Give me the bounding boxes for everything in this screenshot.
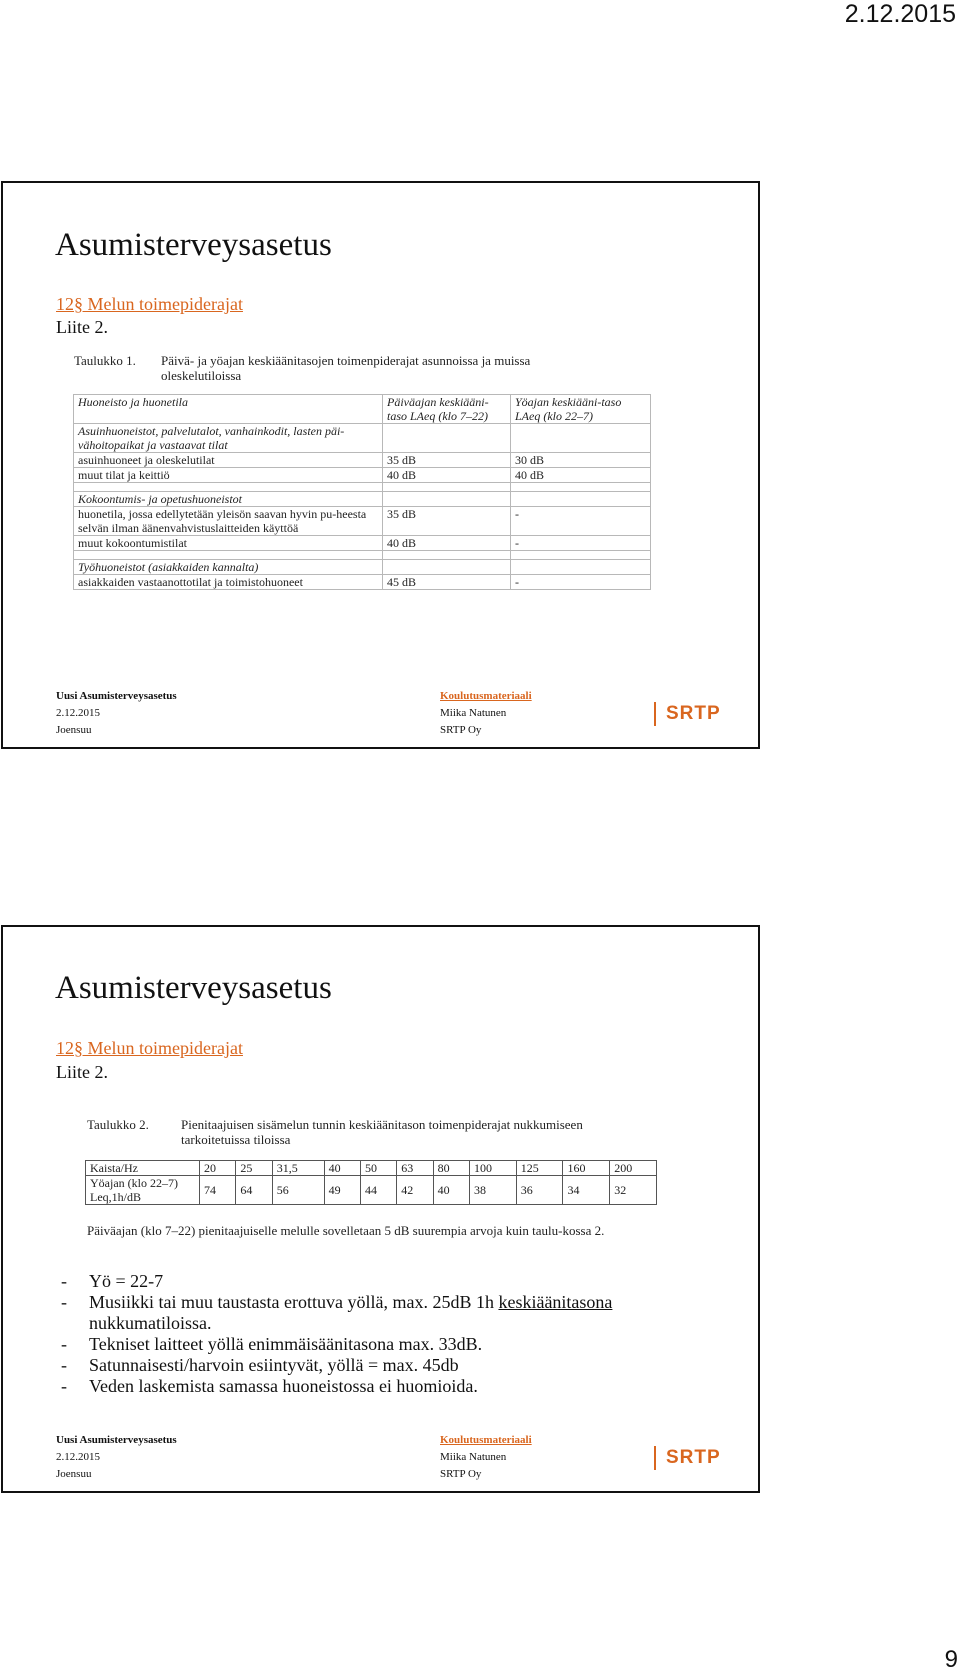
footer-right bbox=[440, 688, 532, 739]
srtp-logo bbox=[654, 702, 721, 726]
table-caption-label: Taulukko 2. bbox=[87, 1117, 149, 1132]
band-header-cell: 200 bbox=[610, 1161, 657, 1176]
noise-limits-table bbox=[73, 394, 651, 590]
section-link[interactable]: 12§ Melun toimepiderajat bbox=[56, 1038, 243, 1058]
table-group-label: Työhuoneistot (asiakkaiden kannalta) bbox=[74, 560, 383, 575]
band-header-cell: 50 bbox=[360, 1161, 396, 1176]
slide-subtitle: Liite 2. bbox=[56, 317, 108, 337]
band-value-cell: 42 bbox=[397, 1176, 433, 1205]
table-cell: asiakkaiden vastaanottotilat ja toimistohuoneet bbox=[74, 575, 383, 590]
table-cell: - bbox=[511, 575, 651, 590]
table-header-row bbox=[86, 1161, 657, 1176]
list-item-text: Yö = 22-7 bbox=[89, 1271, 164, 1291]
table-cell: muut kokoontumistilat bbox=[74, 536, 383, 551]
bullet-dash: - bbox=[61, 1334, 67, 1354]
band-value-cell: 49 bbox=[324, 1176, 360, 1205]
logo-text: SRTP bbox=[666, 703, 721, 724]
footer-left bbox=[56, 688, 177, 739]
band-header-cell: 25 bbox=[236, 1161, 272, 1176]
srtp-logo bbox=[654, 1446, 721, 1470]
table-cell: 40 dB bbox=[383, 536, 511, 551]
table-group-row bbox=[74, 424, 651, 453]
table-note: Päiväajan (klo 7–22) pienitaajuiselle melulle sovelletaan 5 dB suurempia arvoja kuin taulu-kossa 2. bbox=[87, 1223, 605, 1238]
band-value-cell: 44 bbox=[360, 1176, 396, 1205]
table-cell: - bbox=[511, 507, 651, 536]
footer-org: SRTP Oy bbox=[440, 724, 482, 736]
table-row bbox=[74, 507, 651, 536]
list-item-text: Tekniset laitteet yöllä enimmäisäänitasona max. 33dB. bbox=[89, 1334, 483, 1354]
band-value-cell: 74 bbox=[200, 1176, 236, 1205]
band-header-cell: 20 bbox=[200, 1161, 236, 1176]
slide-title: Asumisterveysasetus bbox=[55, 227, 332, 263]
page-number: 9 bbox=[944, 1646, 958, 1673]
table-row bbox=[86, 1176, 657, 1205]
band-header-cell: 100 bbox=[469, 1161, 516, 1176]
band-header-cell: 160 bbox=[563, 1161, 610, 1176]
footer-author: Miika Natunen bbox=[440, 1451, 507, 1463]
scanned-table-1 bbox=[3, 183, 758, 747]
footer-title: Uusi Asumisterveysasetus bbox=[56, 690, 177, 702]
list-item-text: Satunnaisesti/harvoin esiintyvät, yöllä = max. 45db bbox=[89, 1355, 459, 1375]
table-cell: 40 dB bbox=[511, 468, 651, 483]
table-caption-label: Taulukko 1. bbox=[74, 353, 136, 368]
band-value-cell: 40 bbox=[433, 1176, 469, 1205]
table-group-row bbox=[74, 492, 651, 507]
table-group-label: Asuinhuoneistot, palvelutalot, vanhainkodit, lasten päi-vähoitopaikat ja vastaavat tilat bbox=[74, 424, 383, 453]
bullet-dash: - bbox=[61, 1376, 67, 1396]
list-item bbox=[61, 1334, 612, 1355]
bullet-dash: - bbox=[61, 1355, 67, 1375]
list-item bbox=[61, 1292, 612, 1334]
band-value-cell: 32 bbox=[610, 1176, 657, 1205]
table-row bbox=[74, 536, 651, 551]
table-group-row bbox=[74, 560, 651, 575]
low-frequency-table bbox=[85, 1160, 657, 1205]
table-header-cell: Päiväajan keskiääni-taso LAeq (klo 7–22) bbox=[383, 395, 511, 424]
slide-2 bbox=[1, 925, 760, 1493]
table-cell: - bbox=[511, 536, 651, 551]
bullet-list bbox=[61, 1271, 612, 1397]
logo-divider bbox=[654, 1446, 656, 1470]
band-header-cell: 63 bbox=[397, 1161, 433, 1176]
footer-date: 2.12.2015 bbox=[56, 707, 100, 719]
list-item-underlined: keskiäänitasona bbox=[498, 1292, 613, 1312]
table-cell: 30 dB bbox=[511, 453, 651, 468]
table-group-label: Kokoontumis- ja opetushuoneistot bbox=[74, 492, 383, 507]
table-row-label: Yöajan (klo 22–7) Leq,1h/dB bbox=[86, 1176, 200, 1205]
footer-date: 2.12.2015 bbox=[56, 1451, 100, 1463]
footer-left bbox=[56, 1432, 177, 1483]
list-item bbox=[61, 1376, 612, 1397]
slide-subtitle: Liite 2. bbox=[56, 1062, 108, 1082]
footer-place: Joensuu bbox=[56, 1468, 92, 1480]
band-value-cell: 64 bbox=[236, 1176, 272, 1205]
footer-place: Joensuu bbox=[56, 724, 92, 736]
band-value-cell: 38 bbox=[469, 1176, 516, 1205]
table-row bbox=[74, 453, 651, 468]
band-header-cell: 125 bbox=[516, 1161, 563, 1176]
footer-link[interactable]: Koulutusmateriaali bbox=[440, 1434, 532, 1446]
table-caption-text: Pienitaajuisen sisämelun tunnin keskiäänitason toimenpiderajat nukkumiseen tarkoitetuissa tiloissa bbox=[181, 1117, 583, 1147]
list-item bbox=[61, 1355, 612, 1376]
slide-title: Asumisterveysasetus bbox=[55, 970, 332, 1006]
footer-author: Miika Natunen bbox=[440, 707, 507, 719]
list-item bbox=[61, 1271, 612, 1292]
band-header-cell: 31,5 bbox=[272, 1161, 324, 1176]
table-header-row bbox=[74, 395, 651, 424]
bullet-dash: - bbox=[61, 1271, 67, 1291]
footer-org: SRTP Oy bbox=[440, 1468, 482, 1480]
table-caption-text: Päivä- ja yöajan keskiäänitasojen toimenpiderajat asunnoissa ja muissa oleskelutiloissa bbox=[161, 353, 531, 383]
footer-link[interactable]: Koulutusmateriaali bbox=[440, 690, 532, 702]
logo-text: SRTP bbox=[666, 1447, 721, 1468]
list-item-text: Musiikki tai muu taustasta erottuva yöllä, max. 25dB 1h bbox=[89, 1292, 499, 1312]
table-header-cell: Huoneisto ja huonetila bbox=[74, 395, 383, 424]
table-row bbox=[74, 468, 651, 483]
logo-divider bbox=[654, 702, 656, 726]
table-cell: 35 dB bbox=[383, 507, 511, 536]
list-item-text: Veden laskemista samassa huoneistossa ei huomioida. bbox=[89, 1376, 478, 1396]
table-header-cell: Kaista/Hz bbox=[86, 1161, 200, 1176]
slide-1 bbox=[1, 181, 760, 749]
bullet-dash: - bbox=[61, 1292, 67, 1312]
table-header-cell: Yöajan keskiääni-taso LAeq (klo 22–7) bbox=[511, 395, 651, 424]
table-row bbox=[74, 575, 651, 590]
page-date: 2.12.2015 bbox=[844, 0, 956, 28]
table-cell: asuinhuoneet ja oleskelutilat bbox=[74, 453, 383, 468]
table-cell: 40 dB bbox=[383, 468, 511, 483]
table-cell: 45 dB bbox=[383, 575, 511, 590]
footer-title: Uusi Asumisterveysasetus bbox=[56, 1434, 177, 1446]
table-cell: huonetila, jossa edellytetään yleisön saavan hyvin pu-heesta selvän ilman äänenvahvistuslaitteiden käyttöä bbox=[74, 507, 383, 536]
section-link[interactable]: 12§ Melun toimepiderajat bbox=[56, 294, 243, 314]
scanned-table-2 bbox=[3, 927, 758, 1491]
footer-right bbox=[440, 1432, 532, 1483]
table-cell: muut tilat ja keittiö bbox=[74, 468, 383, 483]
list-item-continuation: nukkumatiloissa. bbox=[89, 1313, 212, 1333]
band-value-cell: 56 bbox=[272, 1176, 324, 1205]
band-value-cell: 34 bbox=[563, 1176, 610, 1205]
band-header-cell: 80 bbox=[433, 1161, 469, 1176]
band-header-cell: 40 bbox=[324, 1161, 360, 1176]
band-value-cell: 36 bbox=[516, 1176, 563, 1205]
table-cell: 35 dB bbox=[383, 453, 511, 468]
